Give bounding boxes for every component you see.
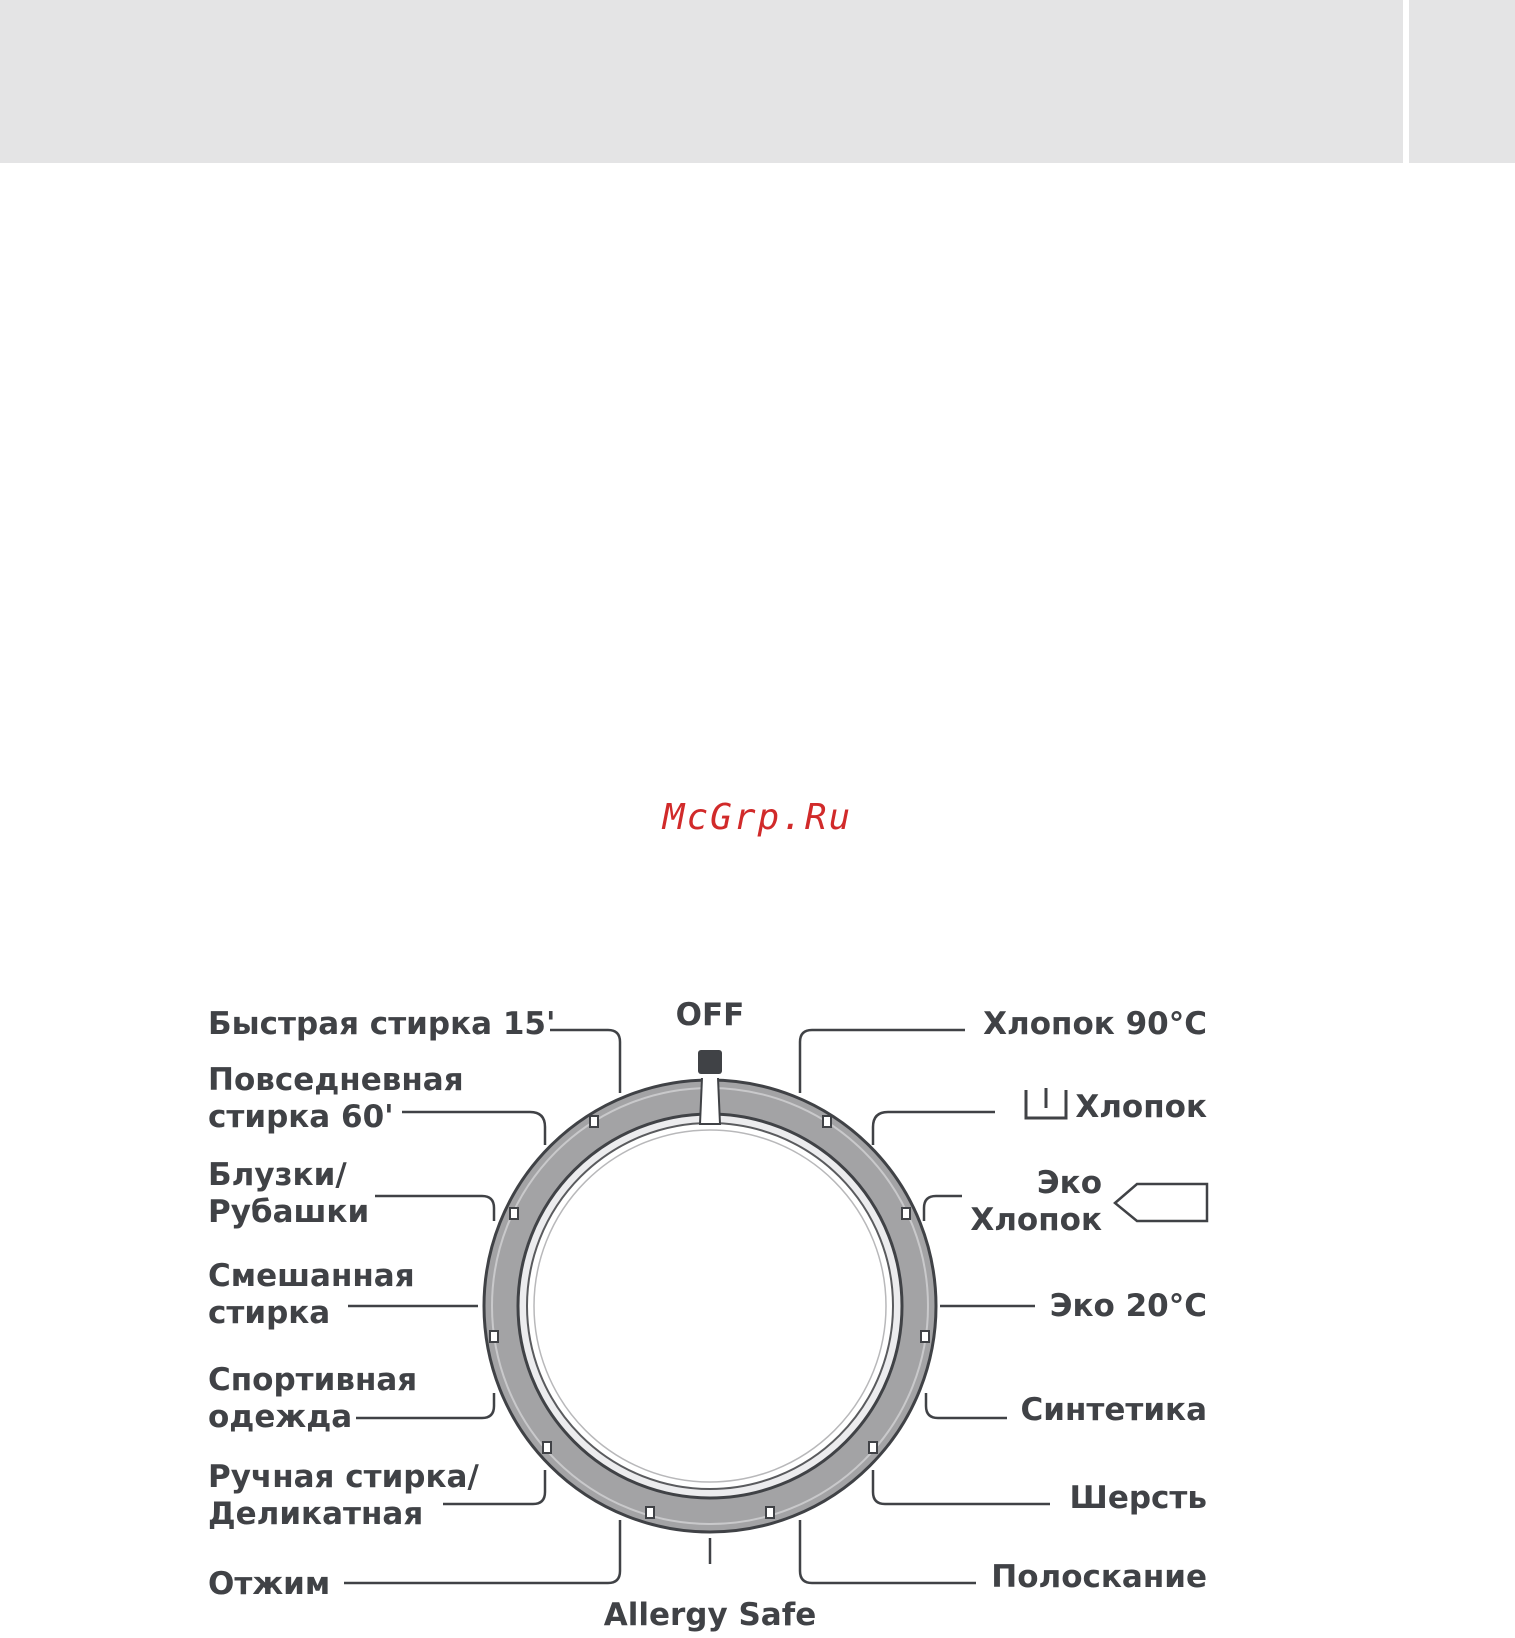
program-label-daily-wash-line1: Повседневная — [208, 1062, 464, 1098]
program-label-eco-20: Эко 20°C — [1049, 1288, 1207, 1324]
leader-line-right-7 — [800, 1520, 976, 1583]
program-label-mixed-line1: Смешанная — [208, 1258, 415, 1294]
off-indicator-square — [698, 1050, 722, 1074]
program-label-handwash-line1: Ручная стирка/ — [208, 1459, 479, 1495]
leader-line-right-1 — [800, 1030, 965, 1093]
dial-marker — [590, 1116, 598, 1127]
program-label-synthetics: Синтетика — [1020, 1392, 1207, 1428]
dial-marker — [869, 1442, 877, 1453]
program-label-quick-wash: Быстрая стирка 15' — [208, 1006, 556, 1042]
dial-pointer-notch — [700, 1078, 720, 1124]
leader-line-right-3 — [924, 1196, 962, 1221]
program-label-sport-line2: одежда — [208, 1399, 353, 1435]
dial-door-glass — [527, 1123, 893, 1489]
leader-line-left-1 — [550, 1030, 620, 1093]
dial-knob — [484, 1078, 936, 1532]
program-label-daily-wash-line2: стирка 60' — [208, 1099, 394, 1135]
watermark-text: McGrp.Ru — [662, 797, 853, 838]
program-label-shirts-line2: Рубашки — [208, 1194, 370, 1230]
program-label-sport-line1: Спортивная — [208, 1362, 418, 1398]
program-label-cotton-90: Хлопок 90°C — [983, 1006, 1207, 1042]
dial-marker — [510, 1208, 518, 1219]
leader-line-right-5 — [926, 1393, 1007, 1418]
leader-line-right-6 — [873, 1470, 1050, 1504]
leader-line-left-2 — [402, 1112, 545, 1145]
dial-marker — [921, 1331, 929, 1342]
program-label-handwash-line2: Деликатная — [208, 1496, 424, 1532]
off-label: OFF — [675, 997, 745, 1033]
program-label-wool: Шерсть — [1069, 1480, 1207, 1516]
dial-marker — [543, 1442, 551, 1453]
program-label-eco-cotton-line1: Эко — [1036, 1165, 1102, 1201]
program-label-shirts-line1: Блузки/ — [208, 1157, 347, 1193]
leader-line-right-2 — [873, 1112, 995, 1145]
dial-marker — [646, 1507, 654, 1518]
allergy-safe-label: Allergy Safe — [603, 1597, 817, 1633]
tag-icon — [1115, 1184, 1207, 1221]
dial-marker — [823, 1116, 831, 1127]
right-program-labels — [970, 1006, 1207, 1595]
program-label-cotton: Хлопок — [1075, 1089, 1207, 1125]
leader-line-left-3 — [375, 1196, 494, 1221]
dial-marker — [490, 1331, 498, 1342]
dial-marker — [766, 1507, 774, 1518]
tub-icon — [1026, 1088, 1066, 1118]
program-label-mixed-line2: стирка — [208, 1295, 331, 1331]
program-label-rinse: Полоскание — [991, 1559, 1207, 1595]
program-label-eco-cotton-line2: Хлопок — [970, 1202, 1102, 1238]
dial-marker — [902, 1208, 910, 1219]
program-label-spin: Отжим — [208, 1566, 331, 1602]
